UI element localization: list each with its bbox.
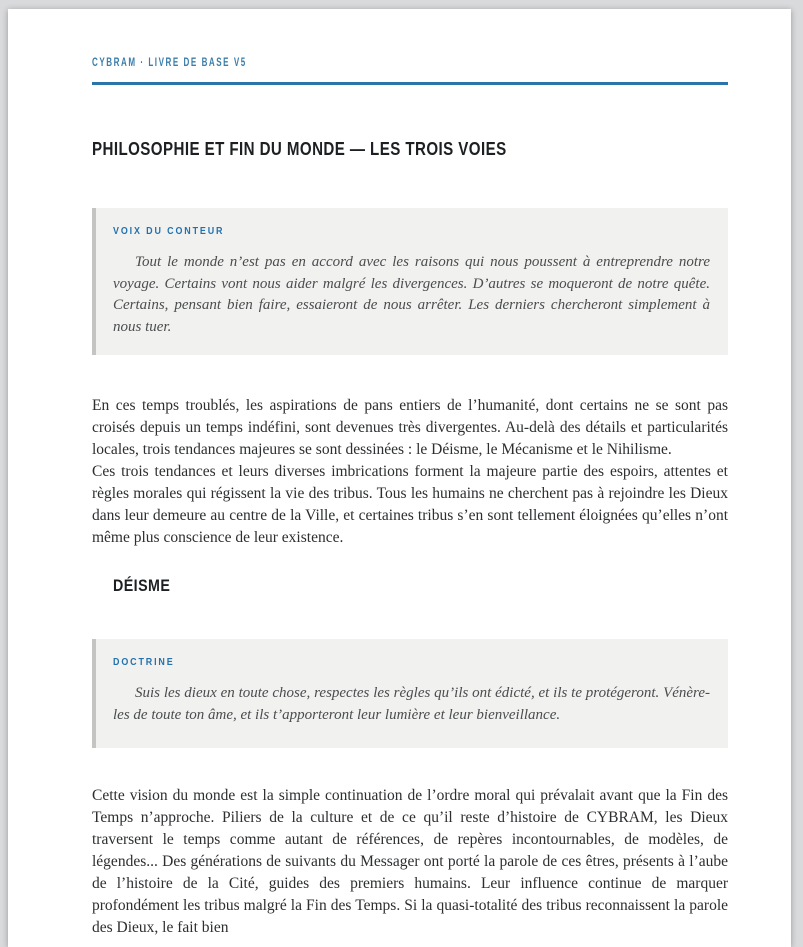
narrator-quote-text: Tout le monde n’est pas en accord avec les raisons qui nous poussent à entreprendre notre voyage. Certains vont nous aider malgré les divergences. D’autres se moqueront de notre quête. Certains, pensant bien faire, essaieront de nous arrêter. Les derniers chercheront simplement à nous tuer. [113, 254, 710, 335]
book-kicker-text: CYBRAM · LIVRE DE BASE V5 [92, 57, 247, 69]
narrator-quote-box [92, 208, 728, 355]
document-page [8, 9, 791, 947]
section-heading-deisme-text: DÉISME [113, 576, 171, 595]
page-title-text: PHILOSOPHIE ET FIN DU MONDE — LES TROIS VOIES [92, 139, 507, 159]
narrator-box-label [113, 225, 710, 238]
doctrine-box-label-text: DOCTRINE [113, 656, 175, 668]
book-kicker [92, 56, 728, 70]
page-title [92, 140, 728, 159]
doctrine-box-label [113, 656, 710, 669]
doctrine-quote-box [92, 639, 728, 748]
doctrine-quote-text: Suis les dieux en toute chose, respectes les règles qu’ils ont édicté, et ils te protégeront. Vénère-les de toute ton âme, et ils t’apporteront leur lumière et leur bienveillance. [113, 685, 710, 723]
deisme-body-paragraph: Cette vision du monde est la simple continuation de l’ordre moral qui prévalait avant que la Fin des Temps n’approche. Piliers de la culture et de ce qu’il reste d’histoire de CYBRAM, les Dieux traversent le temps comme autant de références, de repères incontournables, de modèles, de légendes... Des générations de suivants du Messager ont porté la parole de ces êtres, présents à l’aube de l’histoire de la Cité, guides des premiers humains. Leur influence continue de marquer profondément les tribus malgré la Fin des Temps. Si la quasi-totalité des tribus reconnaissent la parole des Dieux, le fait bien [92, 787, 728, 936]
header-rule [92, 82, 728, 85]
intro-paragraph-1: En ces temps troublés, les aspirations de pans entiers de l’humanité, dont certains ne se sont pas croisés depuis un temps indéfini, sont devenues très divergentes. Au-delà des détails et particularités locales, trois tendances majeures se sont dessinées : le Déisme, le Mécanisme et le Nihilisme. [92, 397, 728, 458]
page-header [92, 56, 728, 85]
narrator-box-label-text: VOIX DU CONTEUR [113, 225, 225, 237]
intro-paragraph-2: Ces trois tendances et leurs diverses imbrications forment la majeure partie des espoirs, attentes et règles morales qui régissent la vie des tribus. Tous les humains ne cherchent pas à rejoindre les Dieux dans leur demeure au centre de la Ville, et certaines tribus s’en sont tellement éloignées qu’elles n’ont même plus conscience de leur existence. [92, 463, 728, 546]
section-heading-deisme [113, 577, 728, 595]
